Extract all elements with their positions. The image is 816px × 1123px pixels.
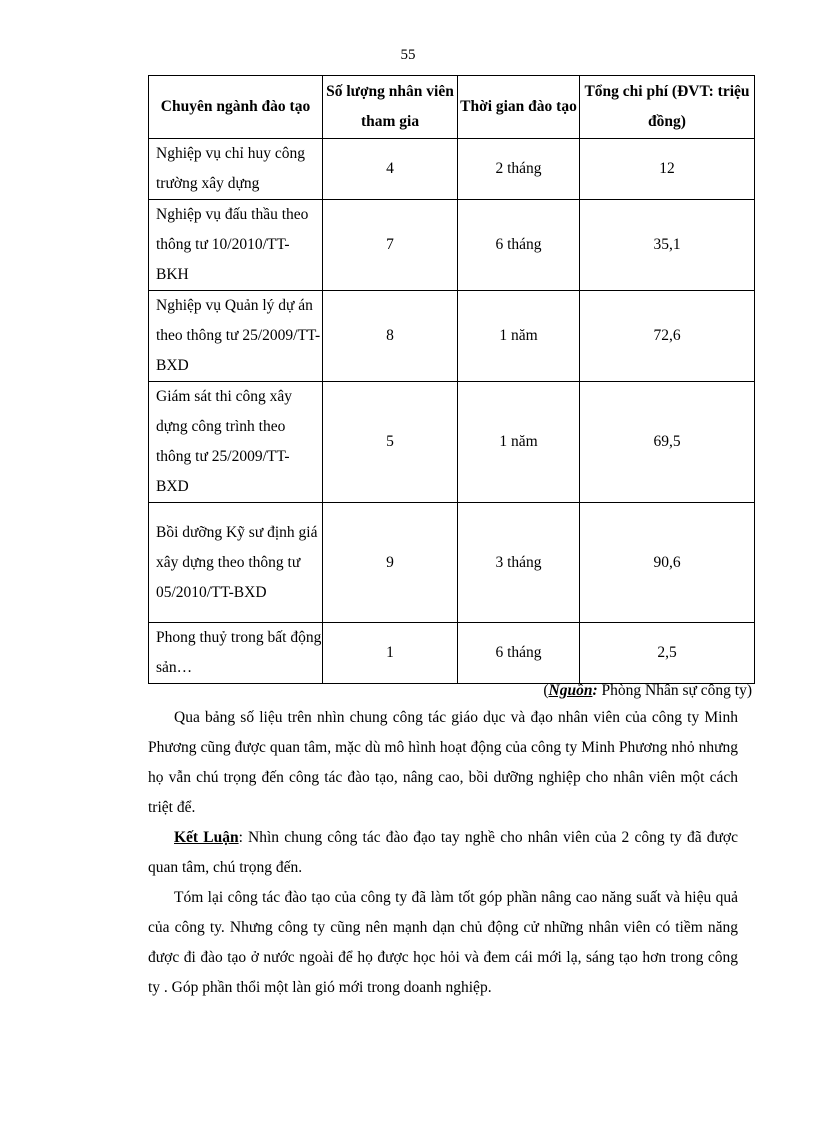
source-text: Phòng Nhân sự công ty [601,682,747,699]
cell-cost: 72,6 [580,291,755,382]
cell-cost: 12 [580,139,755,200]
cell-count: 5 [323,382,458,503]
cell-topic: Nghiệp vụ chỉ huy công trường xây dựng [149,139,323,200]
paragraph-closing: Tóm lại công tác đào tạo của công ty đã làm tốt góp phần nâng cao năng suất và hiệu quả của công ty. Nhưng công ty cũng nên mạnh dạn chủ động cử những nhân viên có tiềm năng được đi đào tạo ở nước ngoài để họ được học hỏi và đem cái mới lạ, sáng tạo hơn trong công ty . Góp phần thổi một làn gió mới trong doanh nghiệp. [148,889,738,996]
table-source: (Nguồn: Phòng Nhân sự công ty) [543,682,752,699]
cell-count: 9 [323,503,458,623]
table-row [149,623,755,684]
cell-duration: 6 tháng [458,200,580,291]
cell-duration: 1 năm [458,382,580,503]
paragraph-summary: Qua bảng số liệu trên nhìn chung công tác giáo dục và đạo nhân viên của công ty Minh Phương cũng được quan tâm, mặc dù mô hình hoạt động của công ty Minh Phương nhỏ nhưng họ vẫn chú trọng đến công tác đào tạo, nâng cao, bồi dưỡng nghiệp cho nhân viên một cách triệt để. [148,709,738,816]
table-row [149,382,755,503]
page-number: 55 [400,47,416,63]
cell-duration: 2 tháng [458,139,580,200]
table-row [149,200,755,291]
cell-topic: Giám sát thi công xây dựng công trình theo thông tư 25/2009/TT-BXD [149,382,323,503]
training-table [148,75,755,684]
conclusion-label: Kết Luận [174,829,239,846]
table-row [149,503,755,623]
header-total-cost: Tổng chi phí (ĐVT: triệu đồng) [580,76,755,139]
cell-count: 8 [323,291,458,382]
paragraph-conclusion [148,823,738,883]
table-row [149,291,755,382]
header-duration: Thời gian đào tạo [458,76,580,139]
cell-cost: 69,5 [580,382,755,503]
cell-topic: Phong thuỷ trong bất động sản… [149,623,323,684]
cell-cost: 2,5 [580,623,755,684]
header-specialty: Chuyên ngành đào tạo [149,76,323,139]
header-employee-count: Số lượng nhân viên tham gia [323,76,458,139]
cell-duration: 1 năm [458,291,580,382]
source-label: Nguồn [548,682,593,699]
cell-topic: Nghiệp vụ đấu thầu theo thông tư 10/2010/TT-BKH [149,200,323,291]
cell-count: 7 [323,200,458,291]
cell-cost: 35,1 [580,200,755,291]
table-row [149,139,755,200]
cell-count: 4 [323,139,458,200]
cell-duration: 3 tháng [458,503,580,623]
cell-topic: Bồi dưỡng Kỹ sư định giá xây dựng theo thông tư 05/2010/TT-BXD [149,503,323,623]
cell-count: 1 [323,623,458,684]
cell-cost: 90,6 [580,503,755,623]
table-header-row [149,76,755,139]
conclusion-text: : Nhìn chung công tác đào đạo tay nghề cho nhân viên của 2 công ty đã được quan tâm, chú trọng đến. [148,829,738,876]
cell-topic: Nghiệp vụ Quản lý dự án theo thông tư 25/2009/TT-BXD [149,291,323,382]
cell-duration: 6 tháng [458,623,580,684]
